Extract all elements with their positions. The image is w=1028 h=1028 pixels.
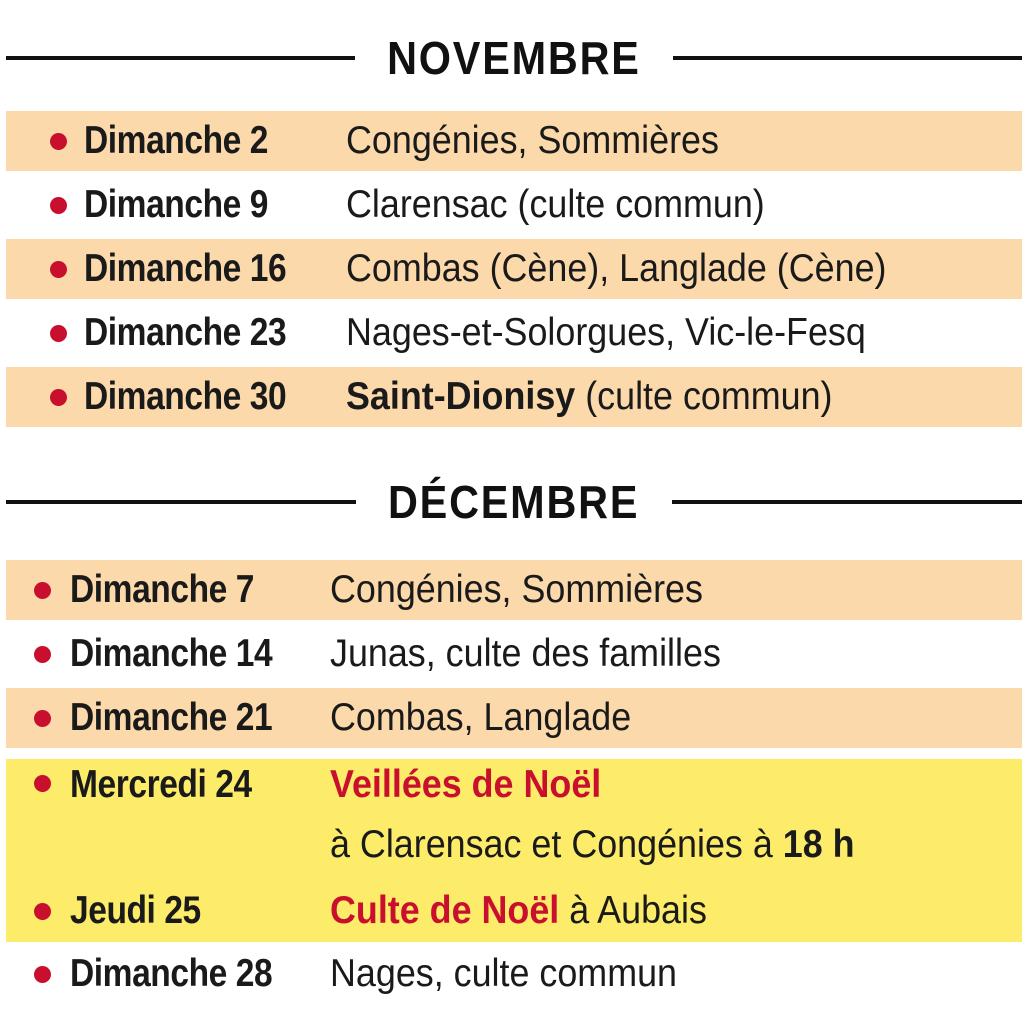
place-label: Congénies, Sommières: [346, 119, 719, 162]
schedule-row-nov-30: [6, 367, 1022, 427]
place-label: Junas, culte des familles: [330, 632, 721, 675]
place-label: Combas, Langlade: [330, 696, 632, 739]
day-label: Dimanche 14: [70, 632, 273, 675]
schedule-row-dec-21: [6, 688, 1022, 748]
bullet-icon: [34, 710, 51, 727]
header-rule-right: [673, 56, 1022, 60]
schedule-row-nov-9: [6, 175, 1022, 235]
schedule-row-dec-24-line2: [6, 815, 1022, 875]
bullet-icon: [34, 966, 51, 983]
day-label: Dimanche 28: [70, 952, 273, 995]
header-rule-right: [672, 500, 1022, 504]
schedule-row-nov-23: [6, 303, 1022, 363]
november-header: [6, 28, 1022, 88]
bullet-icon: [34, 582, 51, 599]
place-line2-time: 18 h: [782, 823, 855, 866]
day-label: Jeudi 25: [70, 889, 201, 932]
place-rest: (culte commun): [575, 375, 833, 418]
place-rest: à Aubais: [559, 889, 707, 932]
bullet-icon: [50, 133, 67, 150]
day-label: Dimanche 21: [70, 696, 273, 739]
day-label: Dimanche 9: [84, 183, 268, 226]
place-bold: Saint-Dionisy: [346, 375, 576, 418]
bullet-icon: [50, 389, 67, 406]
bullet-icon: [34, 775, 51, 792]
place-line2-text: à Clarensac et Congénies à: [330, 823, 783, 866]
place-label-red: Veillées de Noël: [330, 763, 602, 806]
place-label: Clarensac (culte commun): [346, 183, 765, 226]
day-label: Dimanche 23: [84, 311, 287, 354]
place-label: Nages-et-Solorgues, Vic-le-Fesq: [346, 311, 866, 354]
place-red: Culte de Noël: [330, 889, 560, 932]
schedule-row-dec-14: [6, 624, 1022, 684]
december-title: DÉCEMBRE: [388, 476, 640, 528]
schedule-row-nov-16: [6, 239, 1022, 299]
schedule-row-dec-25: [6, 881, 1022, 941]
day-label: Dimanche 16: [84, 247, 287, 290]
place-label: Congénies, Sommières: [330, 568, 703, 611]
header-rule-left: [6, 500, 356, 504]
day-label: Dimanche 30: [84, 375, 287, 418]
december-header: [6, 472, 1022, 532]
schedule-row-dec-7: [6, 560, 1022, 620]
place-label: [346, 375, 832, 419]
day-label: Mercredi 24: [70, 763, 252, 806]
place-label: Combas (Cène), Langlade (Cène): [346, 247, 887, 290]
november-title: NOVEMBRE: [387, 32, 641, 84]
bullet-icon: [34, 903, 51, 920]
place-label: Nages, culte commun: [330, 952, 677, 995]
schedule-row-dec-24: [6, 755, 1022, 815]
schedule-row-dec-28: [6, 944, 1022, 1004]
bullet-icon: [34, 646, 51, 663]
day-label: Dimanche 7: [70, 568, 254, 611]
bullet-icon: [50, 197, 67, 214]
bullet-icon: [50, 261, 67, 278]
place-label: [330, 889, 707, 933]
day-label: Dimanche 2: [84, 119, 268, 162]
bullet-icon: [50, 325, 67, 342]
header-rule-left: [6, 56, 355, 60]
place-label-line2: [330, 823, 855, 867]
schedule-row-nov-2: [6, 111, 1022, 171]
